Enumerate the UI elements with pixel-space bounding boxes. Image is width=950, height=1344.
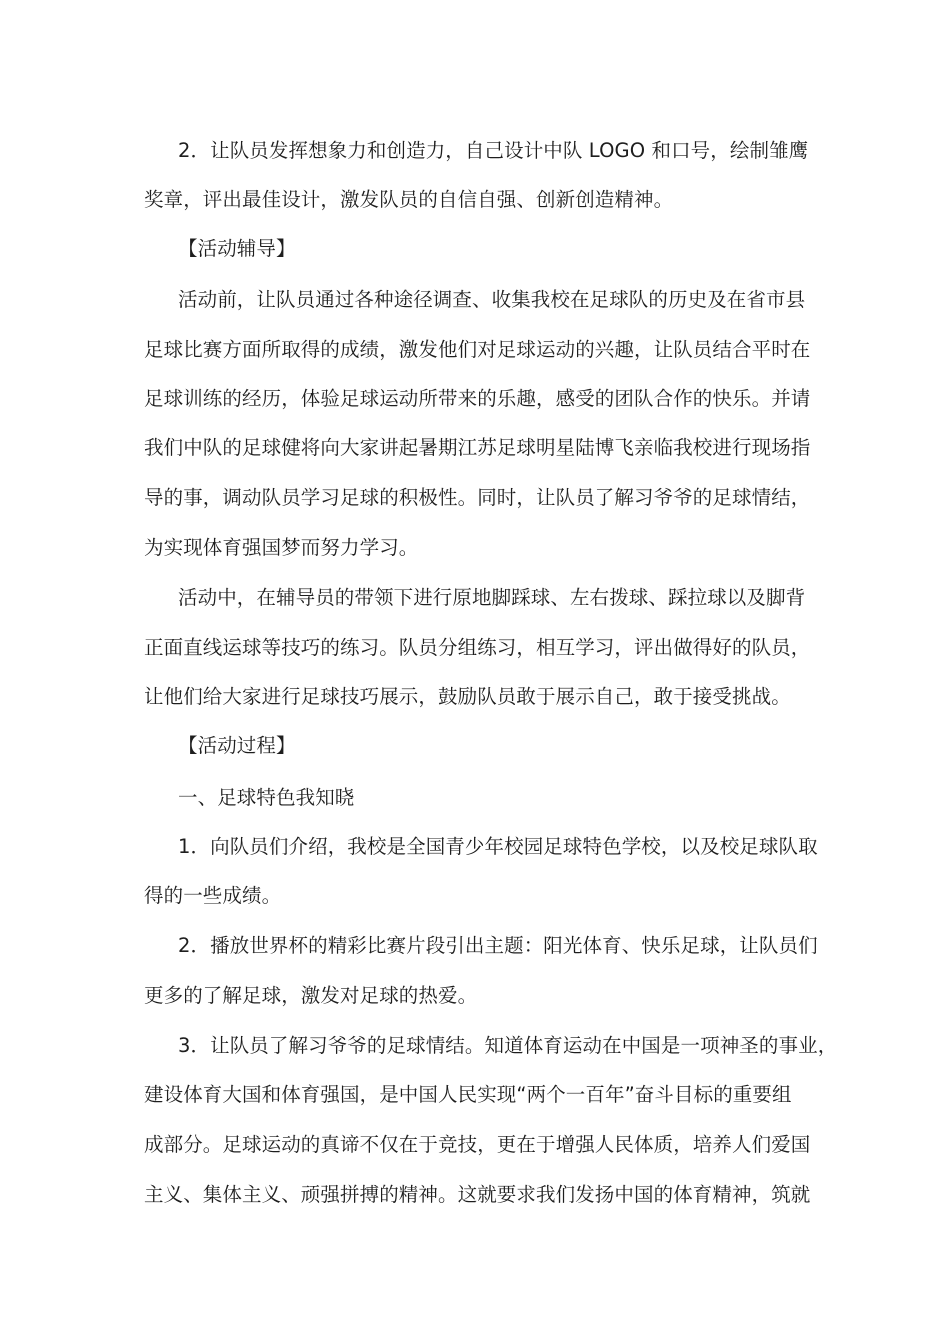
text-line: 1．向队员们介绍，我校是全国青少年校园足球特色学校，以及校足球队取 <box>178 835 818 858</box>
text-line: 活动前，让队员通过各种途径调查、收集我校在足球队的历史及在省市县 <box>178 288 806 311</box>
text-line: 活动中，在辅导员的带领下进行原地脚踩球、左右拨球、踩拉球以及脚背 <box>178 586 806 609</box>
text-line: 2．让队员发挥想象力和创造力，自己设计中队 LOGO 和口号，绘制雏鹰 <box>178 139 809 162</box>
text-line: 让他们给大家进行足球技巧展示，鼓励队员敢于展示自己，敢于接受挑战。 <box>144 685 791 708</box>
section-heading: 【活动过程】 <box>178 734 296 757</box>
text-line: 导的事，调动队员学习足球的积极性。同时，让队员了解习爷爷的足球情结， <box>144 486 811 509</box>
text-line: 成部分。足球运动的真谛不仅在于竞技，更在于增强人民体质，培养人们爱国 <box>144 1133 811 1156</box>
subsection-heading: 一、足球特色我知晓 <box>178 786 355 809</box>
section-heading: 【活动辅导】 <box>178 237 296 260</box>
text-line: 足球比赛方面所取得的成绩，激发他们对足球运动的兴趣，让队员结合平时在 <box>144 338 811 361</box>
text-line: 为实现体育强国梦而努力学习。 <box>144 536 419 559</box>
text-line: 我们中队的足球健将向大家讲起暑期江苏足球明星陆博飞亲临我校进行现场指 <box>144 436 811 459</box>
text-line: 2．播放世界杯的精彩比赛片段引出主题：阳光体育、快乐足球，让队员们 <box>178 934 818 957</box>
text-line: 足球训练的经历，体验足球运动所带来的乐趣，感受的团队合作的快乐。并请 <box>144 387 811 410</box>
text-line: 主义、集体主义、顽强拼搏的精神。这就要求我们发扬中国的体育精神，筑就 <box>144 1183 811 1206</box>
text-line: 奖章，评出最佳设计，激发队员的自信自强、创新创造精神。 <box>144 188 674 211</box>
text-line: 更多的了解足球，激发对足球的热爱。 <box>144 984 478 1007</box>
text-line: 正面直线运球等技巧的练习。队员分组练习，相互学习，评出做得好的队员， <box>144 636 811 659</box>
text-line: 3．让队员了解习爷爷的足球情结。知道体育运动在中国是一项神圣的事业， <box>178 1034 838 1057</box>
text-line: 建设体育大国和体育强国，是中国人民实现“两个一百年”奋斗目标的重要组 <box>144 1083 792 1106</box>
text-line: 得的一些成绩。 <box>144 884 282 907</box>
